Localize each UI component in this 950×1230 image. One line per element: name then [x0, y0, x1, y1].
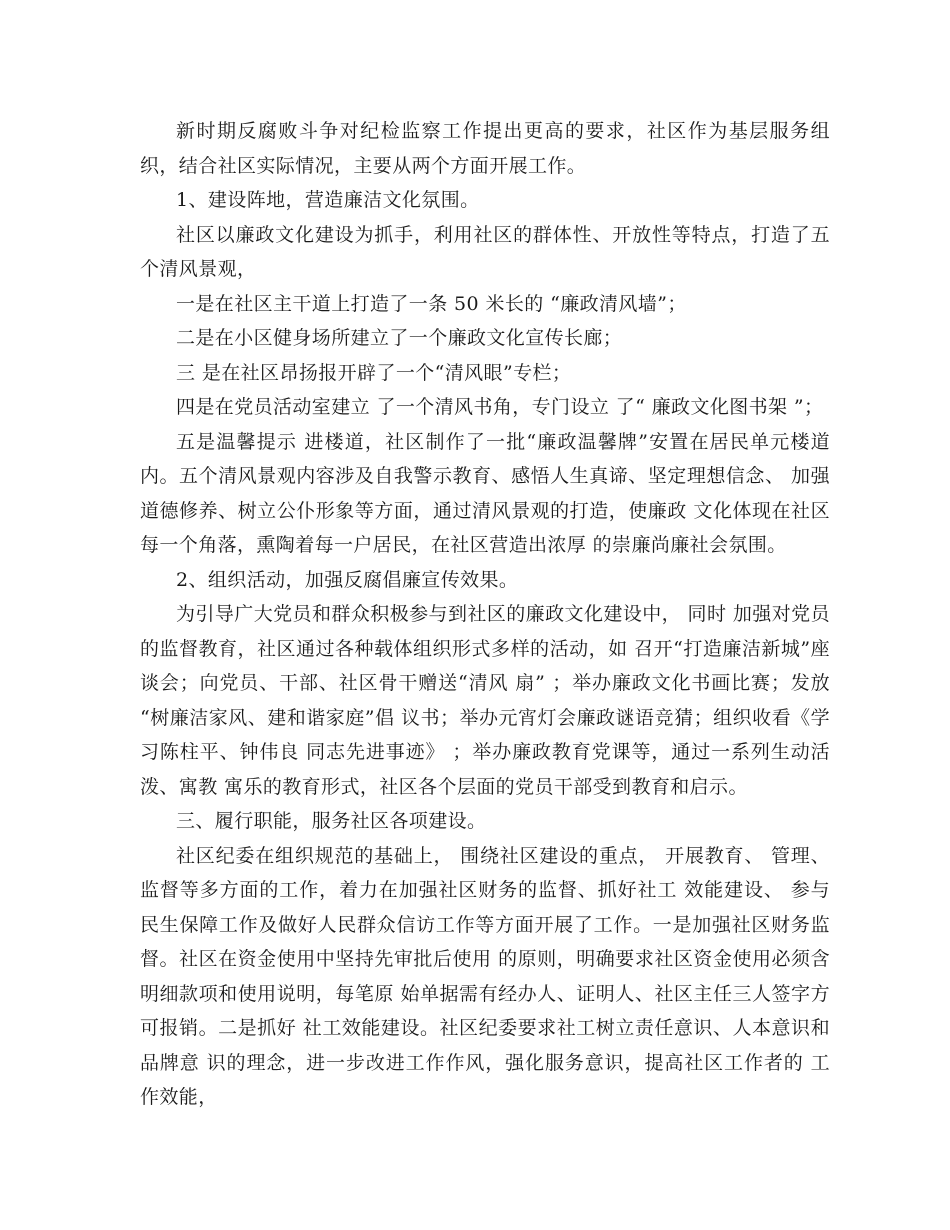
- list-item: 三 是在社区昂扬报开辟了一个“清风眼”专栏；: [176, 361, 572, 384]
- section-heading-3: 三、履行职能，服务社区各项建设。: [176, 810, 487, 832]
- paragraph: 为引导广大党员和群众积极参与到社区的廉政文化建设中， 同时 加强对党员的监督教育，社区通过各种载体组织形式多样的活动，如 召开“打造廉洁新城”座谈会；向党员、干部、社区骨干赠送“清风 扇” ；举办廉政文化书画比赛；发放 “树廉洁家风、建和谐家庭”倡 议书；举办元宵灯会廉政谜语竞猜；组织收看《学习陈柱平、钟伟良 同志先进事迹》 ；举办廉政教育党课等，通过一系列生动活泼、寓教 寓乐的教育形式，社区各个层面的党员干部受到教育和启示。: [140, 603, 830, 798]
- section-heading-2: 2、组织活动，加强反腐倡廉宣传效果。: [176, 568, 519, 591]
- list-item: 五是温馨提示 进楼道，社区制作了一批“廉政温馨牌”安置在居民单元楼道内。五个清风景观内容涉及自我警示教育、感悟人生真谛、坚定理想信念、 加强道德修养、树立公仆形象等方面，通过清风景观的打造，使廉政 文化体现在社区每一个角落，熏陶着每一户居民，在社区营造出浓厚 的崇廉尚廉社会氛围。: [140, 430, 830, 556]
- list-item: 一是在社区主干道上打造了一条 50 米长的 “廉政清风墙”；: [176, 292, 687, 315]
- section-heading-1: 1、建设阵地，营造廉洁文化氛围。: [176, 189, 480, 211]
- paragraph: 社区以廉政文化建设为抓手，利用社区的群体性、开放性等特点，打造了五个清风景观，: [140, 223, 830, 280]
- paragraph-intro: 新时期反腐败斗争对纪检监察工作提出更高的要求，社区作为基层服务组织，结合社区实际情况，主要从两个方面开展工作。: [140, 120, 830, 177]
- paragraph: 社区纪委在组织规范的基础上， 围绕社区建设的重点， 开展教育、 管理、监督等多方面的工作，着力在加强社区财务的监督、抓好社工 效能建设、 参与民生保障工作及做好人民群众信访工作等方面开展了工作。一是加强社区财务监督。社区在资金使用中坚持先审批后使用 的原则，明确要求社区资金使用必须含明细款项和使用说明，每笔原 始单据需有经办人、证明人、社区主任三人签字方可报销。二是抓好 社工效能建设。社区纪委要求社工树立责任意识、人本意识和品牌意 识的理念，进一步改进工作作风，强化服务意识，提高社区工作者的 工作效能，: [140, 844, 830, 1108]
- list-item: 四是在党员活动室建立 了一个清风书角，专门设立 了“ 廉政文化图书架 ”；: [176, 396, 824, 418]
- document-body: [140, 114, 830, 1115]
- list-item: 二是在小区健身场所建立了一个廉政文化宣传长廊；: [176, 327, 623, 349]
